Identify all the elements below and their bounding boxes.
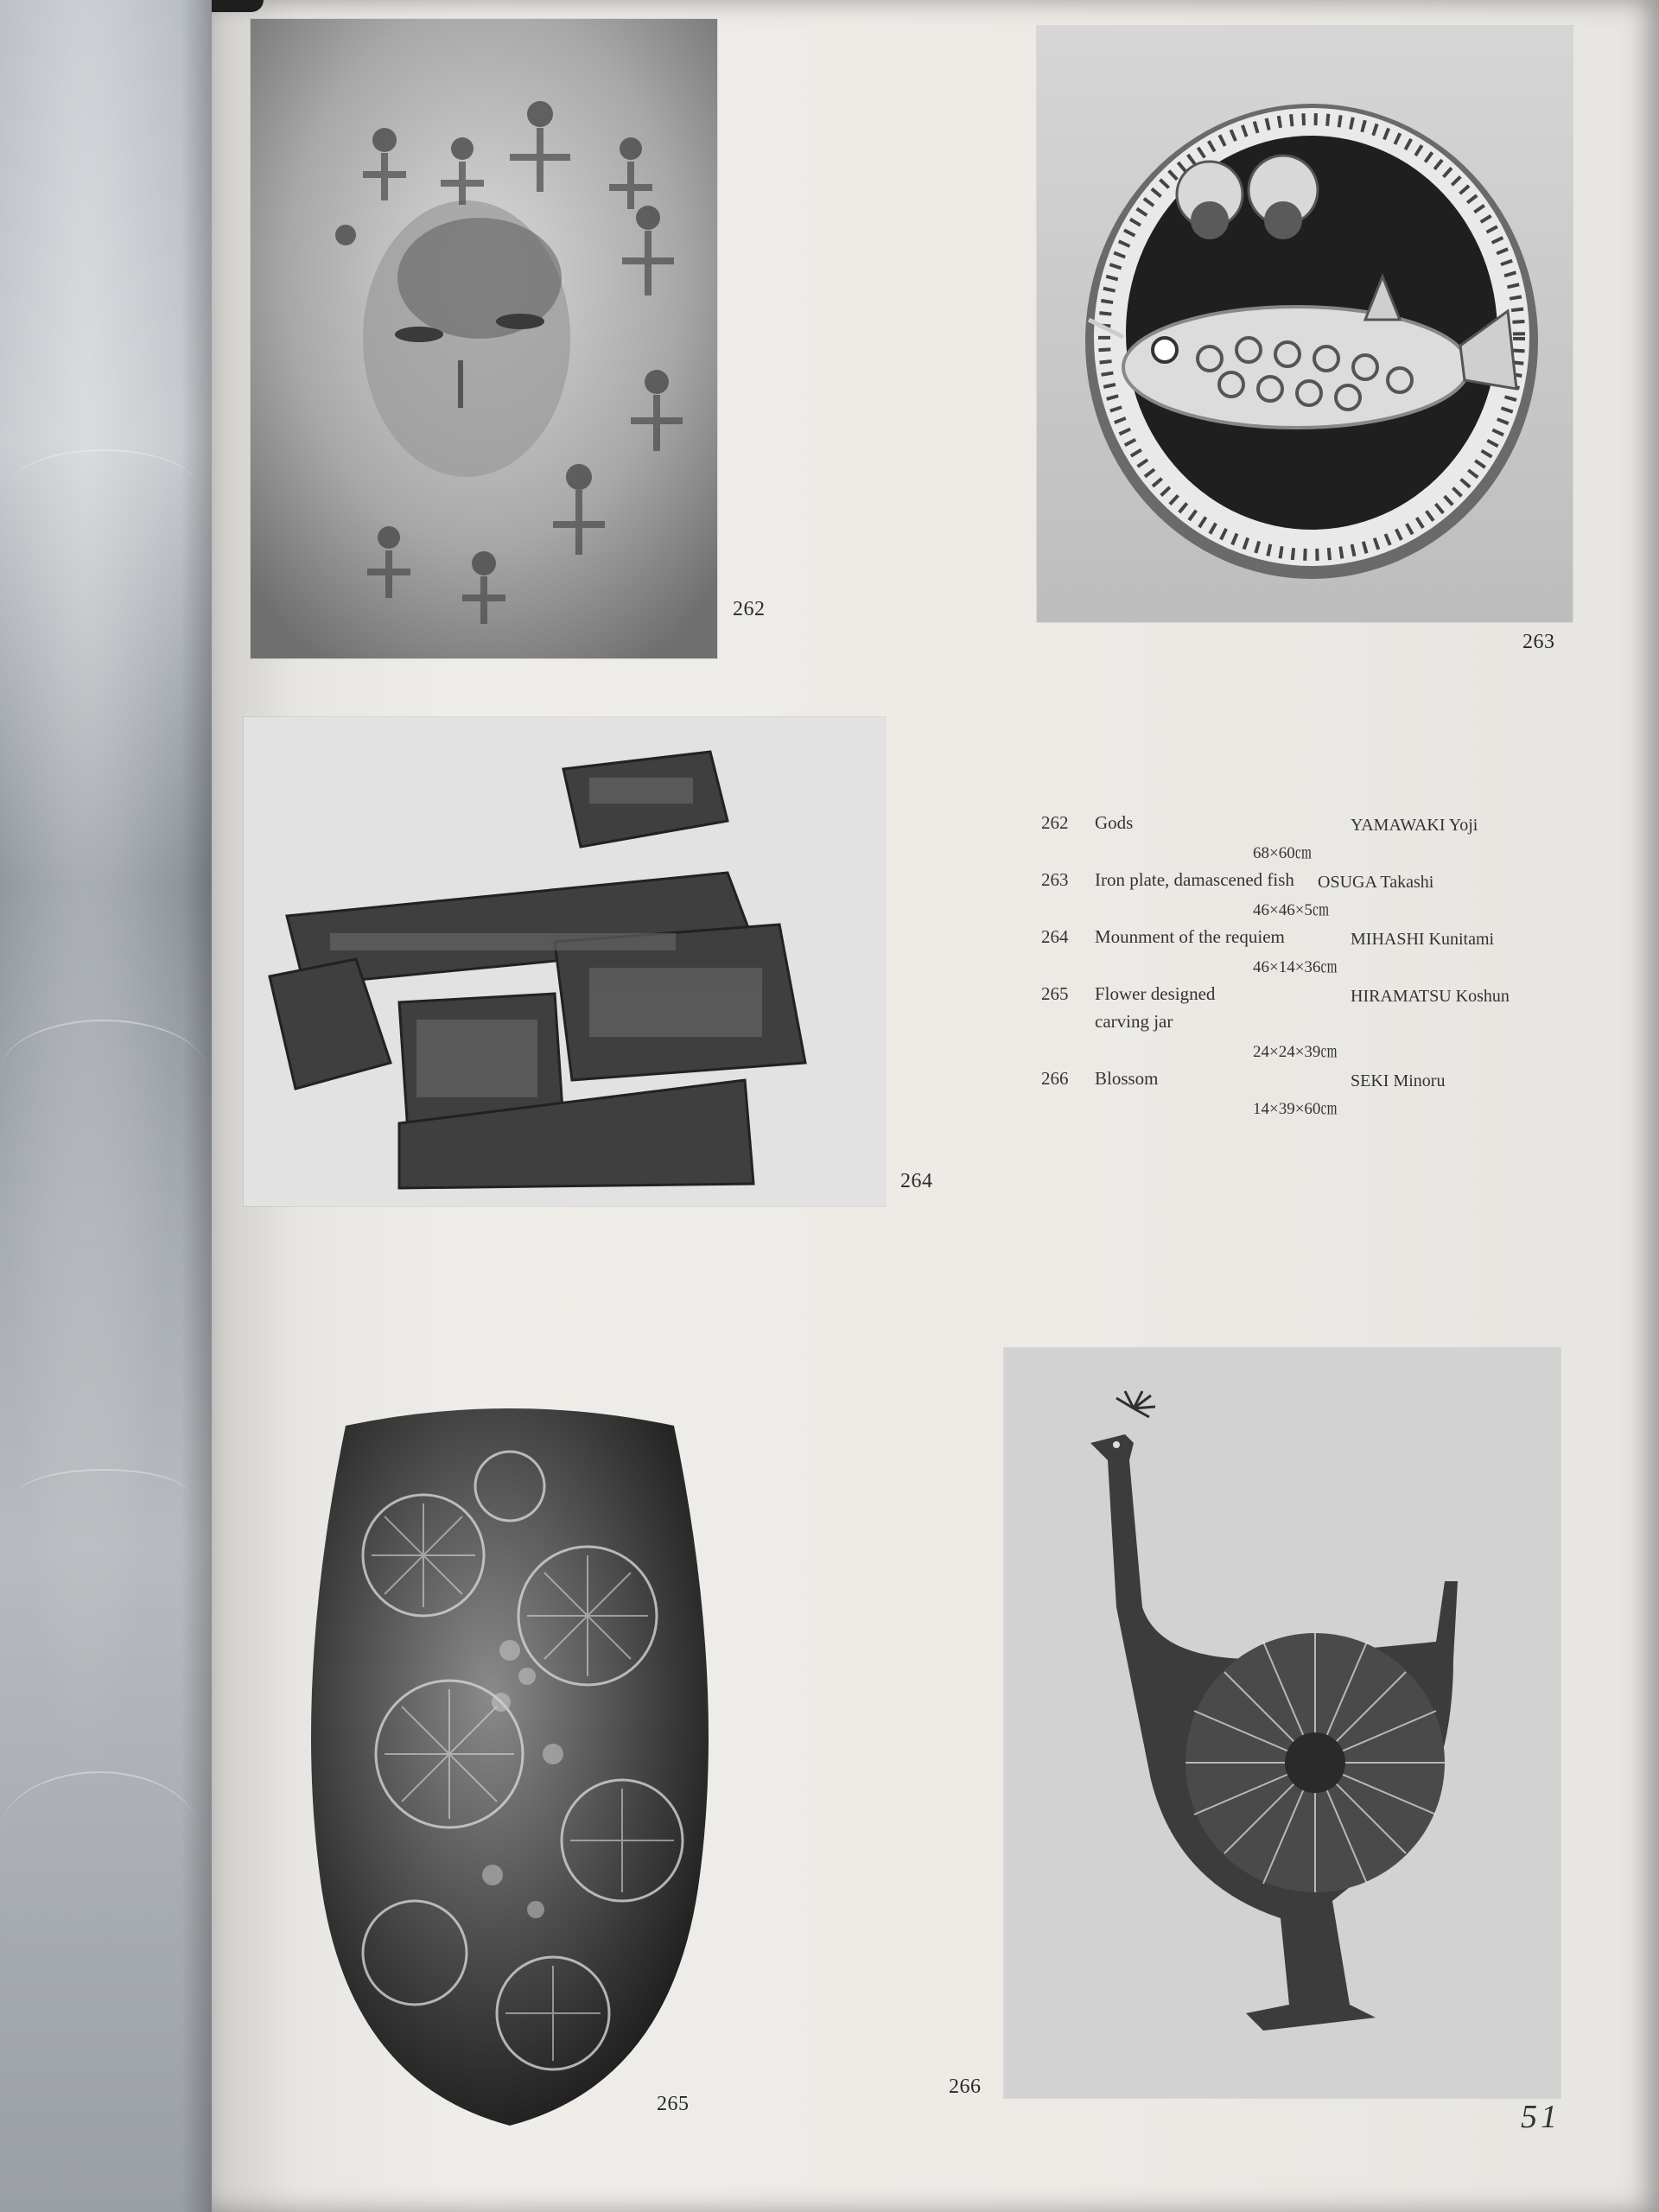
caption-number: 266 [1041, 1068, 1069, 1089]
caption-263 [1041, 869, 1551, 923]
caption-list [1041, 812, 1551, 1125]
caption-262 [1041, 812, 1551, 866]
caption-size: 24×24×39㎝ [1253, 1043, 1338, 1061]
paper-fiber [17, 1469, 190, 1522]
caption-265 [1041, 983, 1551, 1065]
caption-title: Mounment of the requiem [1095, 926, 1285, 947]
figure-number: 266 [949, 2075, 982, 2098]
caption-number: 265 [1041, 983, 1069, 1004]
caption-number: 263 [1041, 869, 1069, 890]
figure-number: 265 [657, 2093, 690, 2115]
caption-264 [1041, 926, 1551, 980]
figure-265-photo [294, 1391, 726, 2134]
figure-number: 264 [900, 1170, 933, 1192]
figure-263-photo [1037, 26, 1573, 622]
figure-number: 263 [1522, 631, 1555, 653]
caption-number: 264 [1041, 926, 1069, 947]
caption-title: Flower designed [1095, 983, 1216, 1004]
caption-size: 14×39×60㎝ [1253, 1100, 1338, 1118]
figure-266-photo [1004, 1348, 1560, 2098]
paper-fiber [9, 449, 199, 529]
caption-artist: HIRAMATSU Koshun [1351, 987, 1510, 1006]
figure-264-photo [244, 717, 885, 1206]
caption-title: Iron plate, damascened fish [1095, 869, 1294, 890]
figure-262-photo [251, 19, 717, 658]
caption-title-line2: carving jar [1095, 1011, 1173, 1032]
paper-fiber [0, 1020, 207, 1125]
caption-size: 46×46×5㎝ [1253, 901, 1329, 919]
page-gutter-shadow [181, 0, 216, 2212]
caption-266 [1041, 1068, 1551, 1122]
caption-size: 46×14×36㎝ [1253, 958, 1338, 976]
figure-number: 262 [733, 598, 766, 620]
paper-fiber [0, 1771, 199, 1894]
caption-title: Blossom [1095, 1068, 1159, 1089]
caption-artist: SEKI Minoru [1351, 1071, 1446, 1090]
caption-title: Gods [1095, 812, 1134, 833]
caption-artist: YAMAWAKI Yoji [1351, 816, 1478, 835]
page-corner [212, 0, 264, 12]
page-number: 51 [1521, 2099, 1560, 2135]
caption-size: 68×60㎝ [1253, 844, 1312, 862]
caption-number: 262 [1041, 812, 1069, 833]
caption-artist: MIHASHI Kunitami [1351, 930, 1495, 949]
caption-artist: OSUGA Takashi [1318, 873, 1434, 892]
left-facing-page [0, 0, 216, 2212]
